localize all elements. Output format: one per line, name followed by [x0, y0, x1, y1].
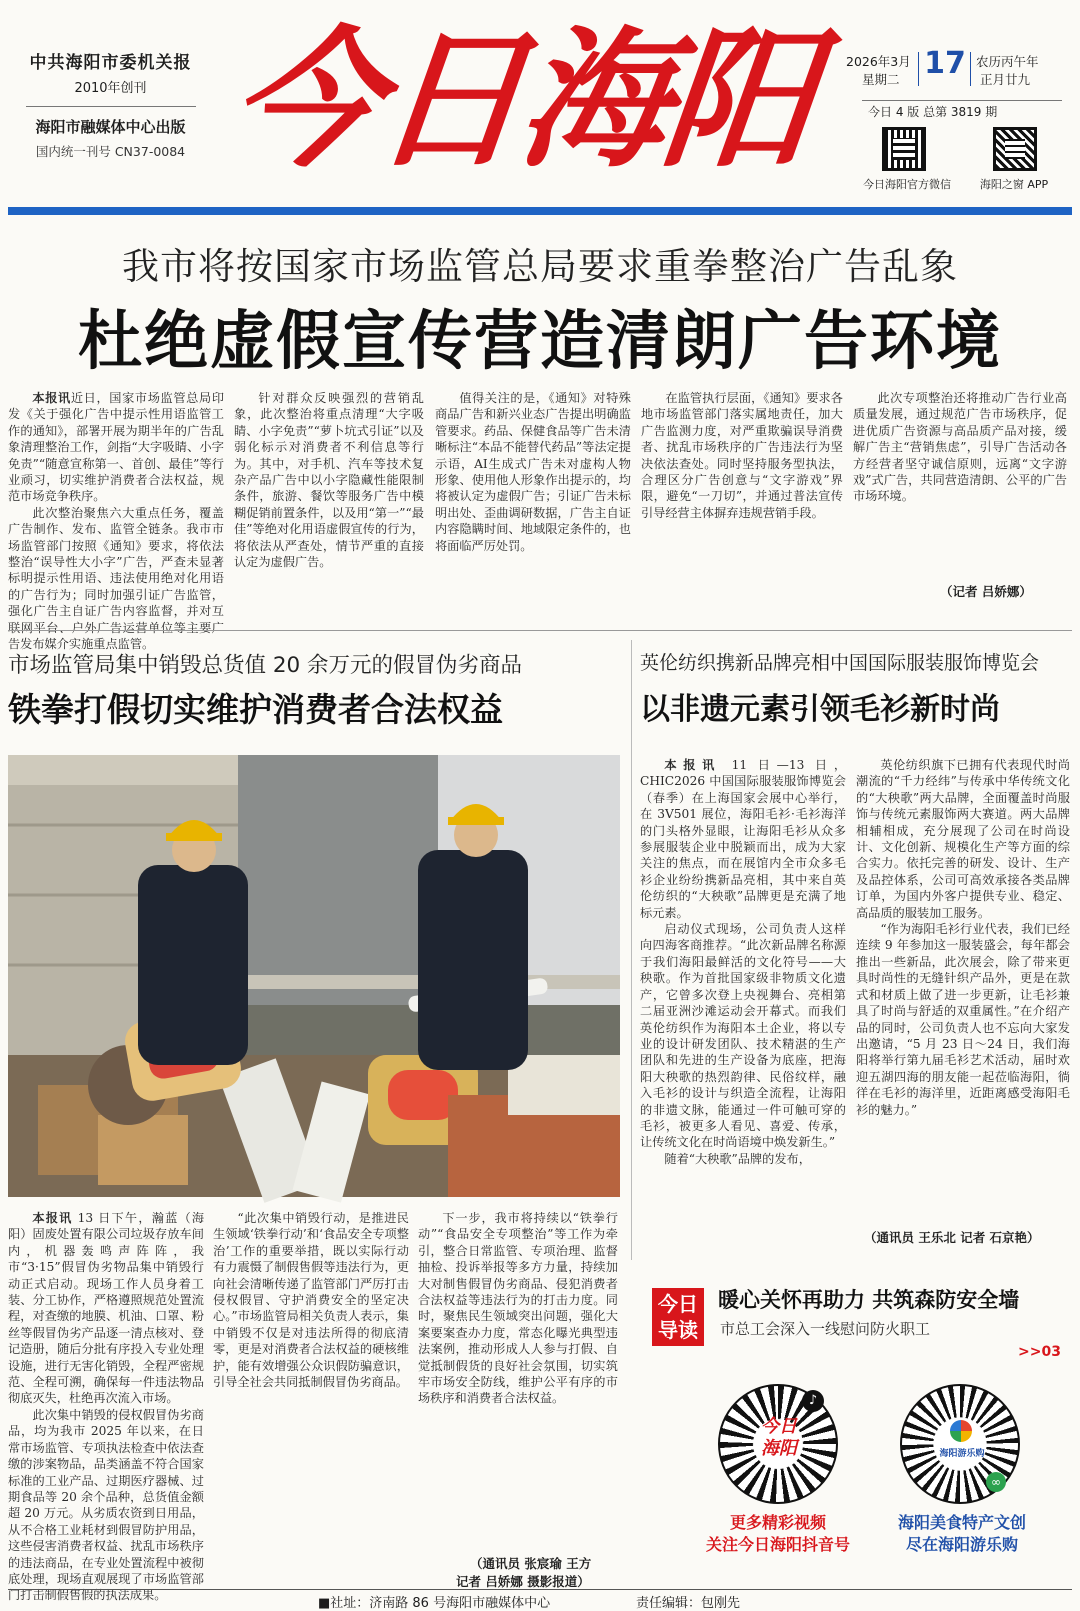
story3-col-2: 英伦纺织旗下已拥有代表现代时尚潮流的“千力经纬”与传承中华传统文化的“大秧歌”两大品牌，全面覆盖时尚服饰与传统元素服饰两大赛道。两大品牌相辅相成，充分展现了公司在时尚设计、文化创新、规模化生产等方面的综合实力。依托完善的研发、设计、生产及品控体系，公司可高效承接各类品牌订单，为国内外客户提供专业、稳定、高品质的服装加工服务。 “作为海阳毛衫行业代表，我们已经连续 9 年参加这一服装盛会，每年都会推出一些新品，此次展会，除了带来更具时尚性的无缝针织产品外，更是在款式和材质上做了进一步更新，让毛衫兼具了时尚与舒适的双重属性。”在介绍产品的同时，公司负责人也不忘向大家发出邀请，“5 月 23 日～24 日，我们海阳将举行第九届毛衫艺术活动，届时欢迎五湖四海的朋友能一起莅临海阳，徜徉在毛衫的海洋里，近距离感受海阳毛衫的魅力。”: [856, 758, 1070, 1117]
app-caption: 海阳美食特产文创 尽在海阳游乐购: [897, 1513, 1026, 1554]
story2-col-1: 本报讯 13 日下午，瀚蓝（海阳）固废处置有限公司垃圾存放车间内，机器轰鸣声阵阵，我市“3·15”假冒伪劣物品集中销毁行动正式启动。现场工作人员身着工装、分工协作，严格遵照规范处置流程，对查缴的地膜、机油、口罩、粉丝等假冒伪劣产品逐一清点核对、登记造册，随后分批有序投入专业处理设施，进行无害化销毁，全程严密规范、全程可溯，确保每一件违法物品彻底灭失，杜绝再次流入市场。 此次集中销毁的侵权假冒伪劣商品，均为我市 2025 年以来，在日常市场监管、专项执法检查中依法查缴的涉案物品，品类涵盖不符合国家标准的工业产品、过期医疗器械、过期食品等 20 余个品种，总货值金额超 20 万元。从劣质农资到日用品，从不合格工业耗材到假冒防护用品，这些侵害消费者权益、扰乱市场秩序的违法商品，在专业处置流程中被彻底处理，现场直观展现了市场监管部门打击制假售假的执法成果。: [8, 1211, 205, 1603]
douyin-caption: 更多精彩视频 关注今日海阳抖音号: [705, 1513, 850, 1554]
guide-page[interactable]: >>03: [1018, 1344, 1061, 1360]
story2-photo: [8, 755, 620, 1197]
lead-col-2: 针对群众反映强烈的营销乱象，此次整治将重点清理“大字吸睛、小字免责”“萝卜坑式引证”以及弱化标示对消费者不利信息等行为。其中，对手机、汽车等技术复杂产品广告中以小字隐藏性能限制条件，旅游、餐饮等服务广告中模糊促销前置条件，以及用“第一”“最佳”等绝对化用语虚假宣传的行为，将依法从严查处，情节严重的直接认定为虚假广告。: [234, 391, 424, 570]
story3-subhead: 英伦纺织携新品牌亮相中国国际服装服饰博览会: [640, 652, 1040, 674]
date-block: [846, 46, 1068, 110]
lead-col-5: 此次专项整治还将推动广告行业高质量发展，通过规范广告市场秩序，促进优质广告资源与高品质产品对接，缓解广告主“营销焦虑”，引导广告活动各方经营者坚守诚信原则，远离“文字游戏”式广告，共同营造清朗、公平的广告市场环境。: [853, 391, 1067, 504]
lead-col-1: 本报讯近日，国家市场监管总局印发《关于强化广告中提示性用语监管工作的通知》，部署开展为期半年的广告乱象清理整治工作，剑指“大字吸睛、小字免责”“随意宣称第一、首创、最佳”等行业顽习，切实维护消费者合法权益，规范市场竞争秩序。 此次整治聚焦六大重点任务，覆盖广告制作、发布、监管全链条。我市市场监管部门按照《通知》要求，将依法整治“误导性大小字”广告，严查未显著标明提示性用语、违法使用绝对化用语的广告行为；同时加强引证广告监管，强化广告主自证广告内容监督，并对互联网平台、户外广告运营单位等主要广告发布媒介实施重点监管。: [8, 391, 225, 652]
footer-editor: 责任编辑：包刚先: [636, 1596, 741, 1611]
lead-headline: 杜绝虚假宣传营造清朗广告环境: [78, 305, 1002, 379]
story2-subhead: 市场监管局集中销毁总货值 20 余万元的假冒伪劣商品: [8, 653, 523, 678]
photo-scene: [8, 755, 620, 1197]
weekday: 星期二: [862, 72, 900, 87]
edition-line: [862, 100, 1062, 101]
lunar-day: 正月廿九: [980, 72, 1031, 87]
app-logo-icon: [950, 1420, 972, 1442]
founded: 2010年创刊: [74, 81, 147, 96]
guide-label: 今日 导读: [652, 1288, 704, 1346]
publisher: 海阳市融媒体中心出版: [35, 118, 186, 136]
column-rule: [631, 640, 632, 1260]
date-sep-left: [918, 52, 919, 86]
date-ym: 2026年3月: [846, 54, 911, 69]
story3-byline: （通讯员 王乐北 记者 石京艳）: [864, 1230, 1040, 1245]
guide-subline: 市总工会深入一线慰问防火职工: [720, 1320, 931, 1338]
douyin-logo: 今日 海阳: [761, 1416, 797, 1459]
edition: 今日 4 版 总第 3819 期: [868, 105, 998, 119]
douyin-icon: ♪: [802, 1390, 824, 1412]
divider: [26, 106, 196, 107]
story2-tag: 本报讯: [32, 1211, 73, 1225]
qr-app[interactable]: [993, 127, 1037, 171]
story3-headline: 以非遗元素引领毛衫新时尚: [640, 692, 1000, 727]
footer-address: ■社址：济南路 86 号海阳市融媒体中心: [318, 1596, 551, 1611]
organ: 中共海阳市委机关报: [29, 53, 192, 73]
lunar-year: 农历丙午年: [976, 54, 1039, 69]
masthead-title: 今日海阳: [222, 12, 818, 188]
masthead-rule: [8, 207, 1072, 215]
section-rule: [8, 630, 1072, 631]
guide-headline: 暖心关怀再助力 共筑森防安全墙: [718, 1288, 1020, 1312]
lead-tag: 本报讯: [32, 391, 71, 405]
story2-col-3: 下一步，我市将持续以“铁拳行动”“食品安全专项整治”等工作为牵引，整合日常监管、专项治理、监督抽检、投诉举报等多方力量，持续加大对制售假冒伪劣商品、侵犯消费者合法权益等违法行为的打击力度。同时，聚焦民生领域突出问题，强化大案要案查办力度，常态化曝光典型违法案例，推动形成人人参与打假、自觉抵制假货的良好社会氛围，切实筑牢市场安全防线，维护公平有序的市场秩序和消费者合法权益。: [418, 1211, 618, 1406]
story2-byline-1: （通讯员 张宸瑜 王方: [470, 1556, 592, 1571]
footer-rule: [8, 1589, 1072, 1590]
app-link-icon: ∞: [986, 1472, 1006, 1492]
lead-subhead: 我市将按国家市场监管总局要求重拳整治广告乱象: [122, 245, 958, 288]
app-qr[interactable]: [900, 1384, 1020, 1504]
story2-headline: 铁拳打假切实维护消费者合法权益: [8, 690, 503, 729]
date-sep-right: [970, 52, 971, 86]
story2-col-2: “此次集中销毁行动，是推进民生领域‘铁拳行动’和‘食品安全专项整治’工作的重要举措，既以实际行动有力震慑了制假售假等违法行为，更向社会清晰传递了监管部门严厉打击侵权假冒、守护消费安全的坚定决心。”市场监管局相关负责人表示，集中销毁不仅是对违法所得的彻底清零，更是对消费者合法权益的硬核维护，能有效增强公众识假防骗意识，引导全社会共同抵制假冒伪劣商品。: [213, 1211, 409, 1390]
qr-app-label: 海阳之窗 APP: [979, 178, 1049, 191]
day-number: 17: [924, 46, 966, 81]
story3-tag: 本报讯: [664, 758, 722, 772]
story3-col-1: 本报讯 11 日—13 日，CHIC2026 中国国际服装服饰博览会（春季）在上海国家会展中心举行，在 3V501 展位，海阳毛衫·毛衫海洋的门头格外显眼，让海阳毛衫从众多参展服装企业中脱颖而出，成为大家关注的焦点，而在展馆内全市众多毛衫企业纷纷携新品亮相，其中来自英伦纺织的“大秧歌”品牌更是充满了地标元素。 启动仪式现场，公司负责人这样向四海客商推荐。“此次新品牌名称源于我们海阳最鲜活的文化符号——大秧歌。作为首批国家级非物质文化遗产，它曾多次登上央视舞台、亮相第二届亚洲沙滩运动会开幕式。而我们英伦纺织作为海阳本土企业，将以专业的设计研发团队、技术精湛的生产团队和先进的生产设备为底座，把海阳大秧歌的热烈韵律、民俗纹样，融入毛衫的设计与织造全流程，让海阳的非遗文脉，能通过一件可触可穿的毛衫，被更多人看见、喜爱、传承，让传统文化在时尚语境中焕发新生。” 随着“大秧歌”品牌的发布，: [640, 758, 847, 1166]
douyin-qr[interactable]: [718, 1384, 838, 1504]
story2-byline-2: 记者 吕娇娜 摄影报道）: [456, 1574, 590, 1589]
lead-byline: （记者 吕娇娜）: [940, 584, 1032, 599]
qr-wechat[interactable]: [882, 127, 926, 171]
qr-wechat-label: 今日海阳官方微信: [863, 178, 951, 191]
lead-col-3: 值得关注的是，《通知》对特殊商品广告和新兴业态广告提出明确监管要求。药品、保健食品等广告未清晰标注“本品不能替代药品”等法定提示语，AI生成式广告未对虚构人物形象、使用他人形象作出提示的，均将被认定为虚假广告；引证广告未标明出处、歪曲调研数据，广告主自证内容隐瞒时间、地域限定条件的，也将面临严厉处罚。: [435, 391, 631, 553]
issn: 国内统一刊号 CN37-0084: [35, 144, 186, 159]
lead-col-4: 在监管执行层面，《通知》要求各地市场监管部门落实属地责任，加大广告监测力度，对严重欺骗误导消费者、扰乱市场秩序的广告违法行为坚决依法查处。同时坚持服务型执法，合理区分广告创意与“文字游戏”界限，避免“一刀切”，并通过普法宣传引导经营主体摒弃违规营销手段。: [641, 391, 843, 520]
masthead-left: [18, 48, 203, 160]
app-logo: 海阳游乐购: [939, 1449, 985, 1459]
guide-box[interactable]: [650, 1282, 1072, 1372]
